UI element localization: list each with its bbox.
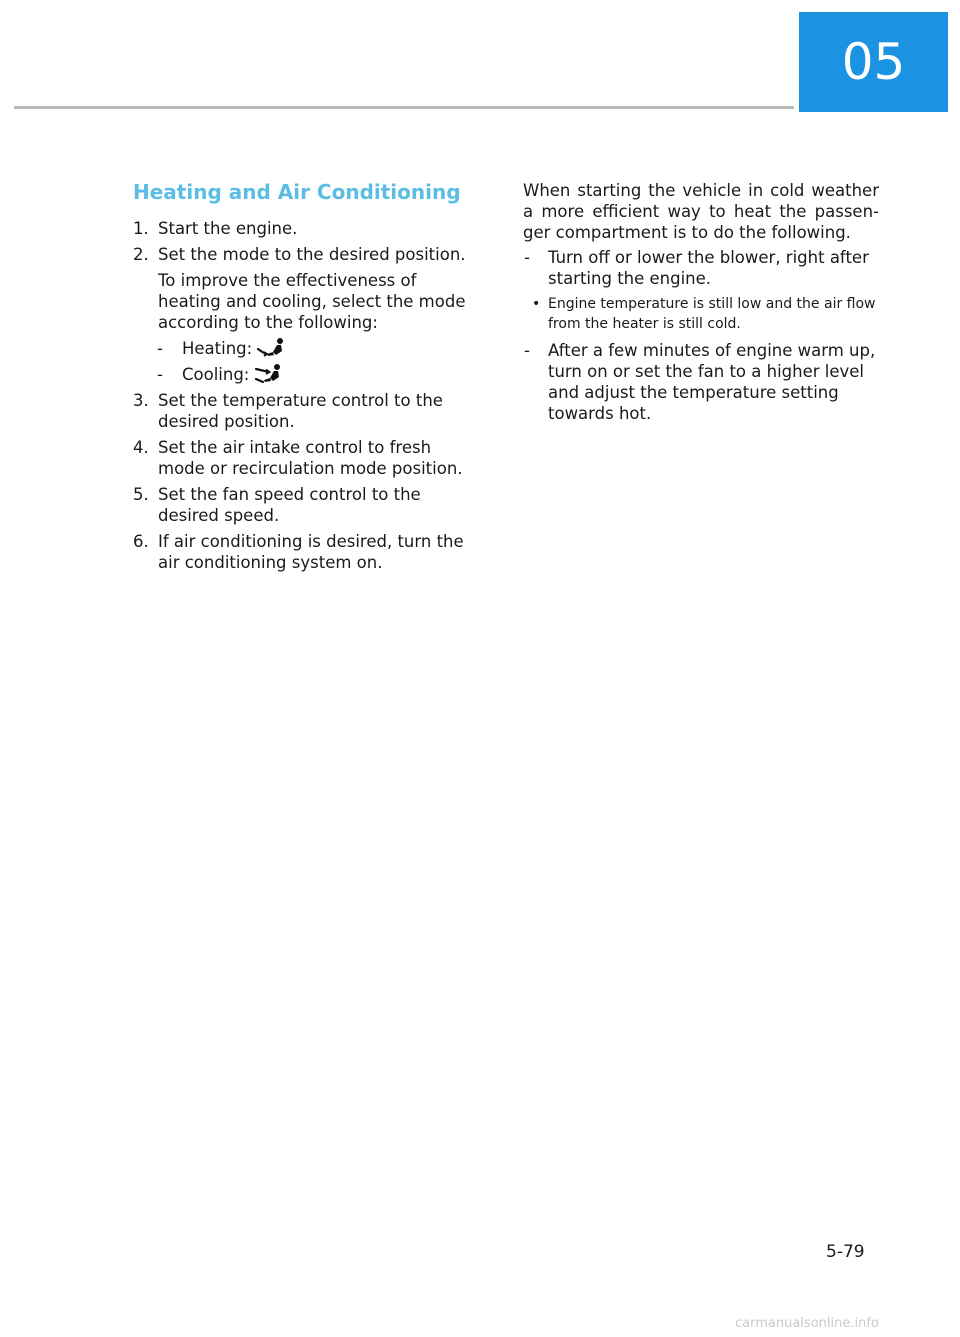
step-item: [133, 437, 478, 479]
right-column: [523, 180, 879, 429]
step-number: 1.: [133, 219, 149, 238]
step-item: [133, 390, 478, 432]
bullet-item: [523, 294, 879, 334]
page-number: 5-79: [826, 1242, 865, 1262]
chapter-tab: 05: [799, 12, 948, 112]
header-rule: [14, 106, 794, 109]
intro-paragraph: When starting the vehicle in cold weather a more efficient way to heat the passen-ger compartment is to do the following.: [523, 181, 879, 242]
step-number: 5.: [133, 485, 149, 504]
bullet-mark: •: [532, 296, 541, 312]
step-item: [133, 531, 478, 573]
watermark: carmanualsonline.info: [735, 1316, 879, 1331]
step-item: [133, 484, 478, 526]
dash-item-warmup: [523, 340, 879, 424]
dash-item-text: Turn off or lower the blower, right after starting the engine.: [548, 248, 869, 288]
list-dash: -: [524, 248, 530, 267]
step-text: Set the mode to the desired position.: [158, 245, 466, 264]
mode-item-heating: [133, 338, 478, 359]
step-item: [133, 244, 478, 265]
step-text: If air conditioning is desired, turn the air conditioning system on.: [158, 532, 464, 572]
step-text: Start the engine.: [158, 219, 298, 238]
left-column: [133, 178, 478, 578]
step-text: Set the temperature control to the desired position.: [158, 391, 443, 431]
mode-label: Cooling:: [182, 365, 250, 384]
cooling-mode-icon: [253, 363, 283, 387]
step-item: [133, 218, 478, 239]
dash-item-text: After a few minutes of engine warm up, turn on or set the fan to a higher level and adjust the temperature setting towards hot.: [548, 341, 876, 423]
step-number: 3.: [133, 391, 149, 410]
step-note: To improve the effectiveness of heating and cooling, select the mode according to the following:: [158, 271, 466, 332]
list-dash: -: [157, 339, 163, 358]
dash-item-blower: [523, 247, 879, 289]
list-dash: -: [157, 365, 163, 384]
section-heading: Heating and Air Conditioning: [133, 180, 461, 204]
mode-label: Heating:: [182, 339, 253, 358]
mode-item-cooling: [133, 364, 478, 385]
step-number: 6.: [133, 532, 149, 551]
step-number: 2.: [133, 245, 149, 264]
step-text: Set the air intake control to fresh mode or recirculation mode position.: [158, 438, 463, 478]
heating-mode-icon: [256, 337, 286, 361]
step-text: Set the fan speed control to the desired speed.: [158, 485, 421, 525]
step-number: 4.: [133, 438, 149, 457]
bullet-text: Engine temperature is still low and the air flow from the heater is still cold.: [548, 296, 876, 332]
list-dash: -: [524, 341, 530, 360]
